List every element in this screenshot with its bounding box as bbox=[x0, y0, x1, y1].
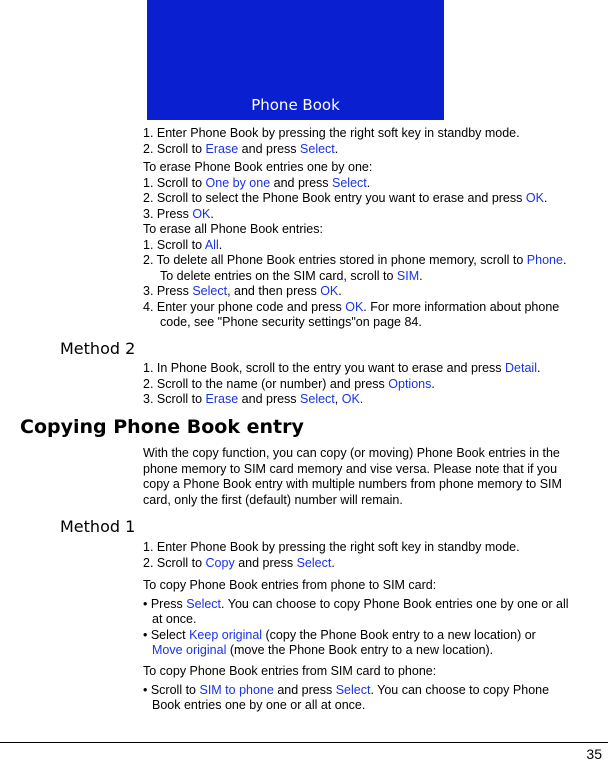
method-2-steps bbox=[143, 361, 606, 408]
section-intro: To copy Phone Book entries from SIM card to phone: bbox=[143, 664, 437, 678]
copy-phone-to-sim bbox=[143, 578, 606, 659]
section-intro: To erase all Phone Book entries: bbox=[143, 222, 323, 236]
screen-title: Phone Book bbox=[251, 96, 340, 114]
paragraph-line: card, only the first (default) number will remain. bbox=[143, 492, 403, 507]
step-line: 2. To delete all Phone Book entries stored in phone memory, scroll to Phone. bbox=[143, 253, 567, 267]
step-line: 2. Scroll to the name (or number) and press Options. bbox=[143, 376, 435, 391]
step-line: 1. Enter Phone Book by pressing the right soft key in standby mode. bbox=[143, 126, 520, 140]
method-1-heading: Method 1 bbox=[60, 517, 136, 536]
copying-heading: Copying Phone Book entry bbox=[20, 416, 304, 438]
paragraph-line: phone memory to SIM card memory and vise versa. Please note that if you bbox=[143, 461, 558, 476]
step-line: 1. Enter Phone Book by pressing the right soft key in standby mode. bbox=[143, 540, 520, 554]
bullet-line: • Select Keep original (copy the Phone Book entry to a new location) or bbox=[143, 627, 536, 642]
step-line: 1. Scroll to One by one and press Select. bbox=[143, 175, 371, 190]
step-line: 3. Press OK. bbox=[143, 206, 214, 221]
bullet-line: • Press Select. You can choose to copy Phone Book entries one by one or all bbox=[143, 596, 569, 611]
step-line: 1. Scroll to All. bbox=[143, 237, 223, 252]
copy-sim-to-phone bbox=[143, 664, 606, 714]
phone-screen-image bbox=[147, 0, 444, 120]
step-line: 1. In Phone Book, scroll to the entry you want to erase and press Detail. bbox=[143, 361, 541, 375]
step-line: code, see "Phone security settings"on page 84. bbox=[160, 315, 422, 329]
step-line: 2. Scroll to Erase and press Select. bbox=[143, 141, 339, 156]
bullet-line: Move original (move the Phone Book entry to a new location). bbox=[152, 643, 494, 657]
section-intro: To copy Phone Book entries from phone to SIM card: bbox=[143, 578, 437, 592]
step-line: 3. Press Select, and then press OK. bbox=[143, 284, 342, 298]
bullet-line: at once. bbox=[152, 612, 197, 626]
step-line: To delete entries on the SIM card, scroll to SIM. bbox=[160, 268, 423, 283]
section-intro: To erase Phone Book entries one by one: bbox=[143, 160, 373, 174]
step-line: 2. Scroll to select the Phone Book entry you want to erase and press OK. bbox=[143, 191, 548, 205]
page-number: 35 bbox=[586, 746, 602, 762]
method-2-heading: Method 2 bbox=[60, 339, 136, 358]
bullet-line: • Scroll to SIM to phone and press Select. You can choose to copy Phone bbox=[143, 682, 550, 697]
footer-divider bbox=[0, 742, 608, 743]
bullet-line: Book entries one by one or all at once. bbox=[152, 698, 366, 712]
method-1-steps bbox=[143, 540, 606, 571]
step-line: 2. Scroll to Copy and press Select. bbox=[143, 555, 335, 570]
step-line: 4. Enter your phone code and press OK. For more information about phone bbox=[143, 299, 560, 314]
paragraph-line: copy a Phone Book entry with multiple numbers from phone memory to SIM bbox=[143, 477, 562, 491]
paragraph-line: With the copy function, you can copy (or moving) Phone Book entries in the bbox=[143, 446, 560, 460]
step-line: 3. Scroll to Erase and press Select, OK. bbox=[143, 392, 364, 406]
copying-paragraph bbox=[143, 446, 606, 508]
erase-all bbox=[143, 222, 606, 331]
erase-steps bbox=[143, 126, 606, 157]
erase-one-by-one bbox=[143, 160, 606, 222]
